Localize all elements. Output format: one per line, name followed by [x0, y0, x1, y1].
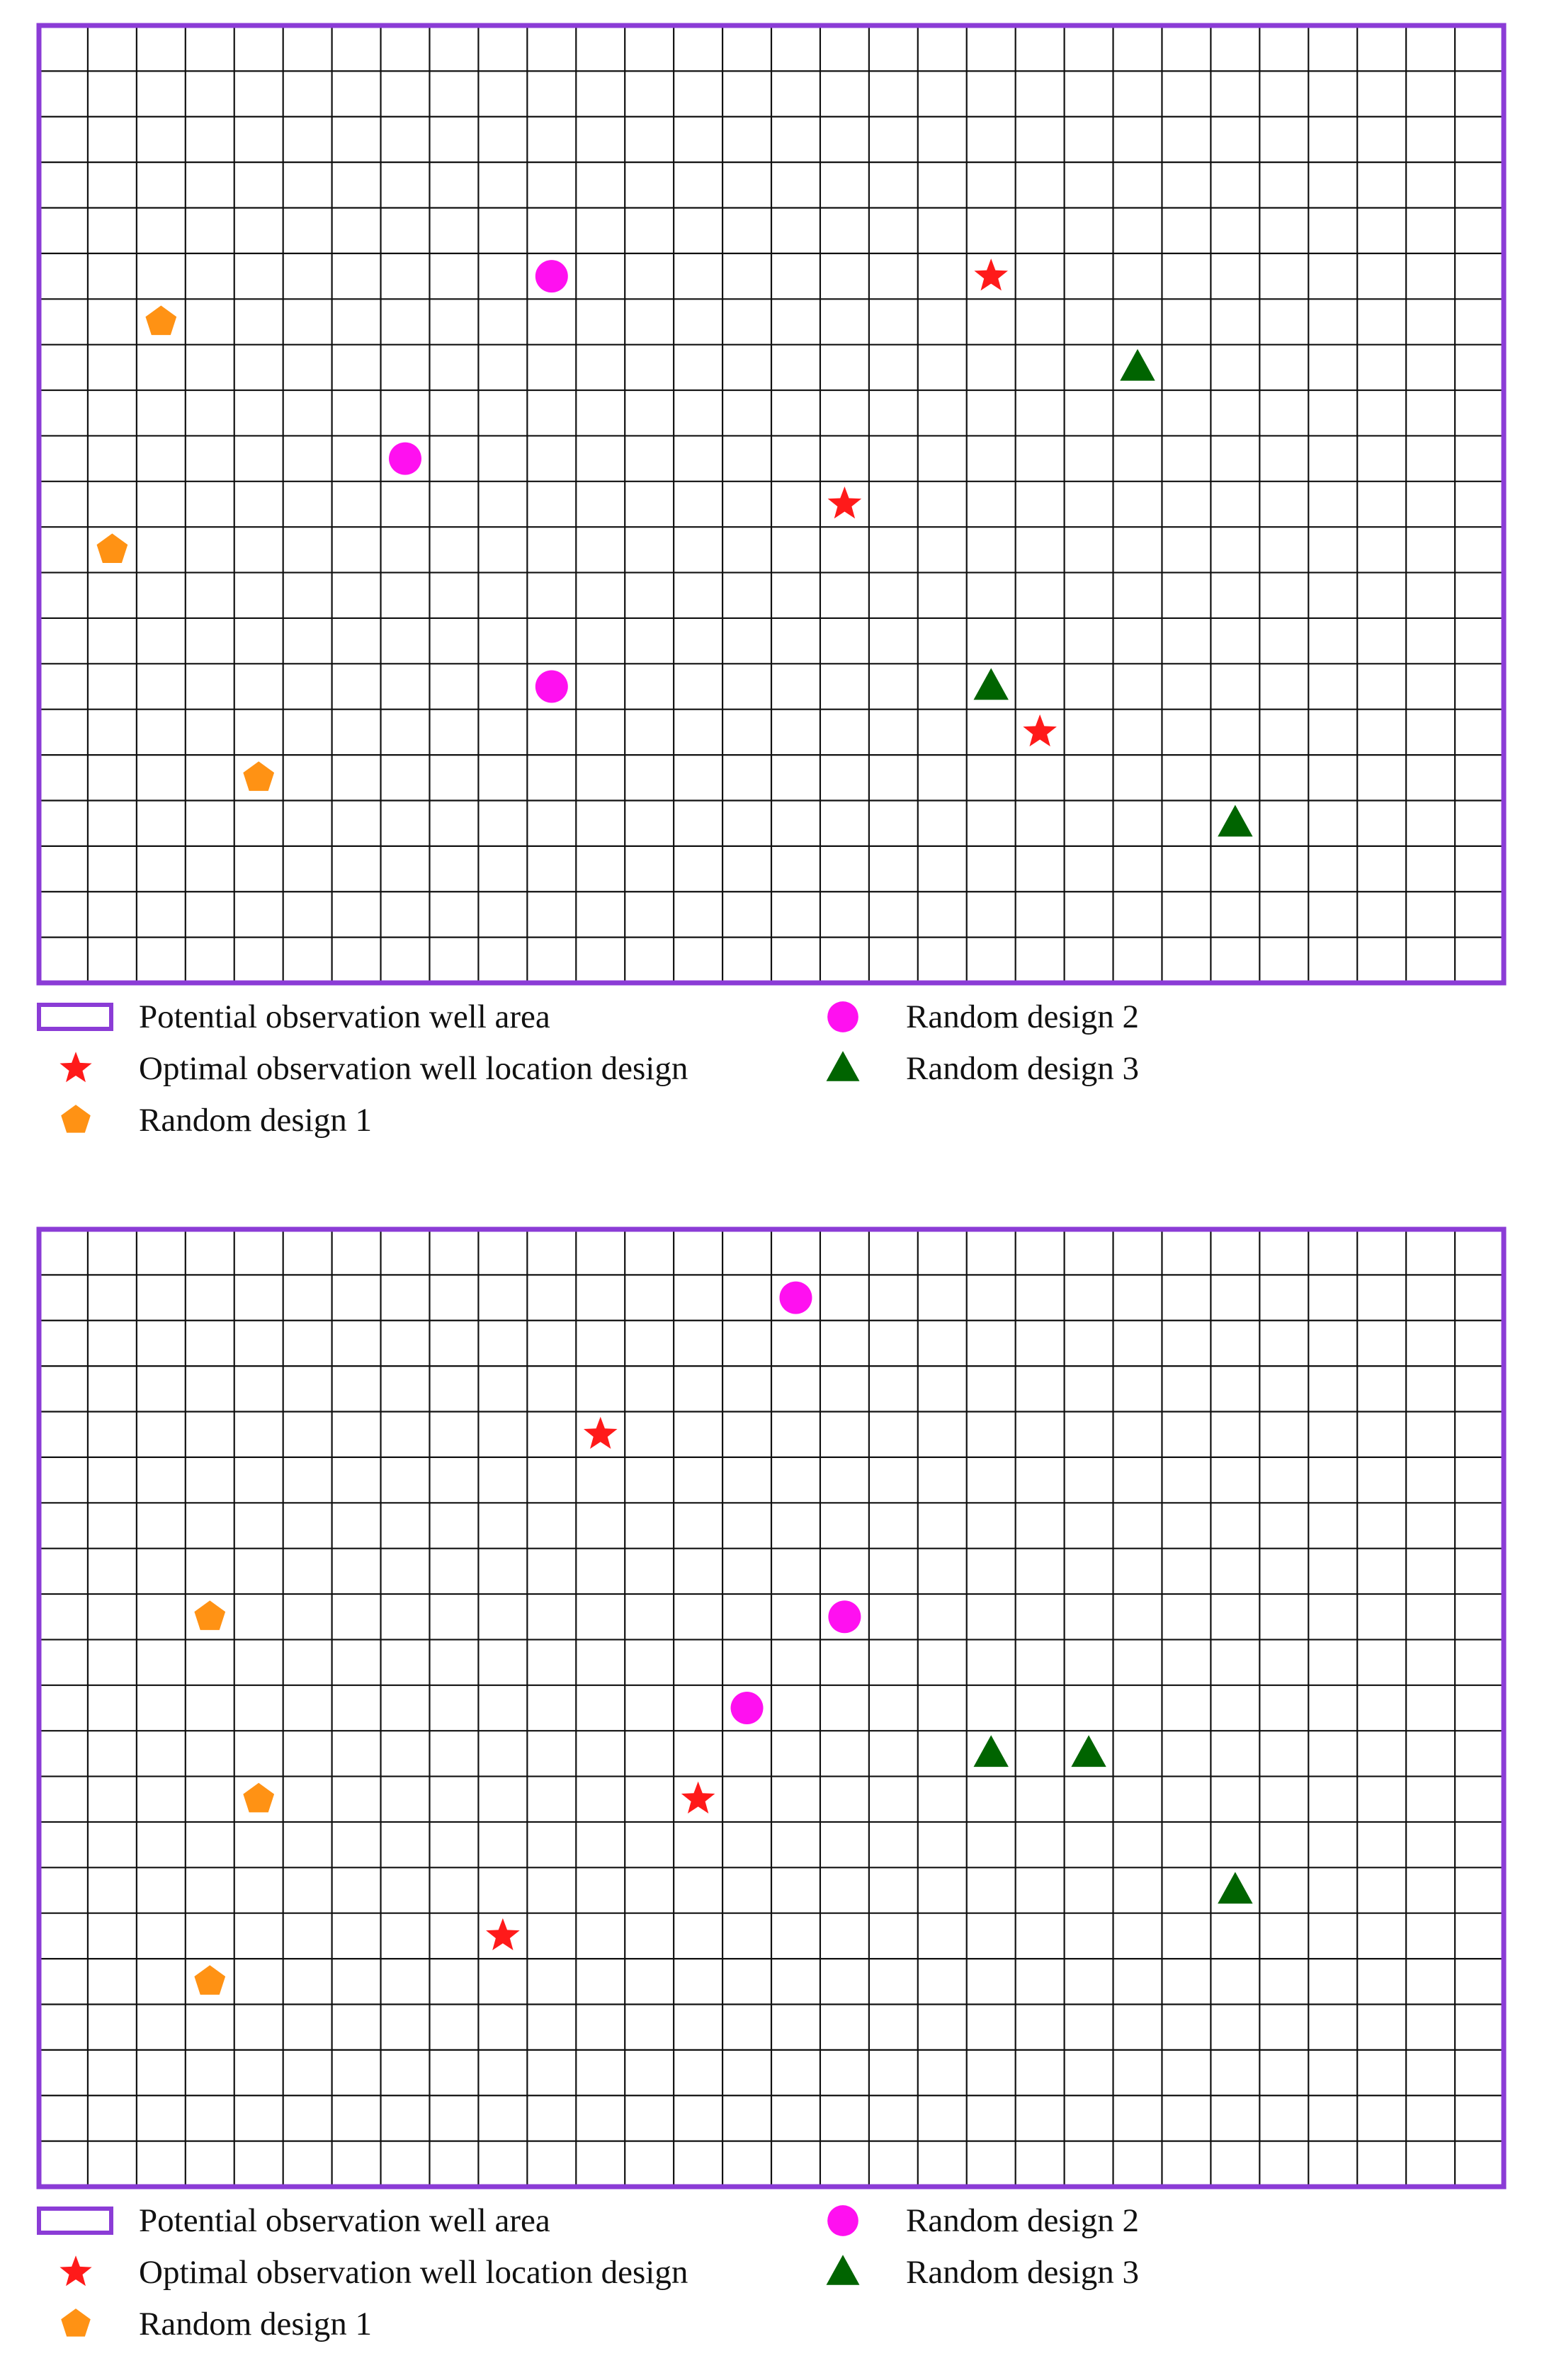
optimal-well-marker: [974, 258, 1008, 290]
orange-pentagon-icon: [37, 1099, 115, 1141]
legend-item-area: [37, 996, 550, 1038]
legend-top: [0, 991, 1542, 1161]
random-design-2-marker: [535, 260, 568, 292]
magenta-circle-icon: [804, 2199, 882, 2242]
random-design-1-marker: [243, 761, 274, 791]
random-design-3-marker: [1120, 349, 1155, 381]
red-star-icon: [37, 2251, 115, 2294]
observation-grid-top: [39, 25, 1504, 983]
random-design-1-marker: [145, 305, 176, 335]
legend-item-random2: [804, 996, 1139, 1038]
red-star-icon: [37, 1047, 115, 1090]
purple-rectangle-outline-icon: [37, 996, 115, 1038]
legend-item-random3: [804, 1047, 1139, 1090]
legend-label-random3: Random design 3: [906, 2254, 1139, 2291]
random-design-1-marker: [97, 533, 128, 563]
random-design-3-marker: [1071, 1735, 1106, 1767]
legend-label-random2: Random design 2: [906, 2202, 1139, 2239]
legend-item-optimal: [37, 2251, 688, 2294]
green-triangle-icon: [804, 2251, 882, 2294]
random-design-2-marker: [731, 1692, 764, 1724]
legend-item-random1: [37, 1099, 372, 1141]
random-design-1-marker: [243, 1783, 274, 1813]
map-panel-bottom: [0, 1204, 1542, 2380]
grid-lines: [39, 25, 1504, 983]
optimal-well-marker: [584, 1417, 618, 1449]
optimal-well-marker: [486, 1918, 520, 1950]
legend-label-random1: Random design 1: [139, 2306, 372, 2342]
grid-lines: [39, 1229, 1504, 2187]
random-design-2-marker: [779, 1282, 812, 1314]
legend-item-random3: [804, 2251, 1139, 2294]
legend-bottom: [0, 2195, 1542, 2365]
legend-label-random1: Random design 1: [139, 1102, 372, 1139]
legend-label-random3: Random design 3: [906, 1050, 1139, 1087]
random-design-2-marker: [535, 671, 568, 703]
random-design-3-marker: [1218, 1872, 1252, 1904]
legend-label-area: Potential observation well area: [139, 2202, 550, 2239]
random-design-3-marker: [974, 1735, 1009, 1767]
random-design-2-marker-legend: [827, 1001, 858, 1032]
purple-rectangle-outline-icon: [37, 2199, 115, 2242]
random-design-1-marker: [194, 1965, 225, 1995]
random-design-1-marker-legend: [61, 1105, 91, 1133]
optimal-well-marker: [681, 1782, 715, 1814]
legend-item-area: [37, 2199, 550, 2242]
legend-label-area: Potential observation well area: [139, 998, 550, 1035]
orange-pentagon-icon: [37, 2303, 115, 2345]
random-design-1-marker: [194, 1600, 225, 1630]
random-design-2-marker: [389, 443, 421, 475]
legend-item-random1: [37, 2303, 372, 2345]
optimal-well-marker: [828, 486, 862, 518]
magenta-circle-icon: [804, 996, 882, 1038]
optimal-well-marker: [1023, 714, 1057, 746]
random-design-1-marker-legend: [61, 2308, 91, 2337]
legend-label-optimal: Optimal observation well location design: [139, 1050, 688, 1087]
random-design-3-marker: [1218, 805, 1252, 837]
optimal-well-marker-legend: [59, 2255, 91, 2286]
legend-label-random2: Random design 2: [906, 998, 1139, 1035]
random-design-3-marker-legend: [827, 1051, 860, 1081]
legend-item-optimal: [37, 1047, 688, 1090]
random-design-3-marker: [974, 668, 1009, 700]
legend-item-random2: [804, 2199, 1139, 2242]
green-triangle-icon: [804, 1047, 882, 1090]
random-design-2-marker-legend: [827, 2205, 858, 2236]
random-design-3-marker-legend: [827, 2255, 860, 2284]
observation-grid-bottom: [39, 1229, 1504, 2187]
legend-label-optimal: Optimal observation well location design: [139, 2254, 688, 2291]
optimal-well-marker-legend: [59, 1052, 91, 1082]
random-design-2-marker: [828, 1600, 861, 1633]
